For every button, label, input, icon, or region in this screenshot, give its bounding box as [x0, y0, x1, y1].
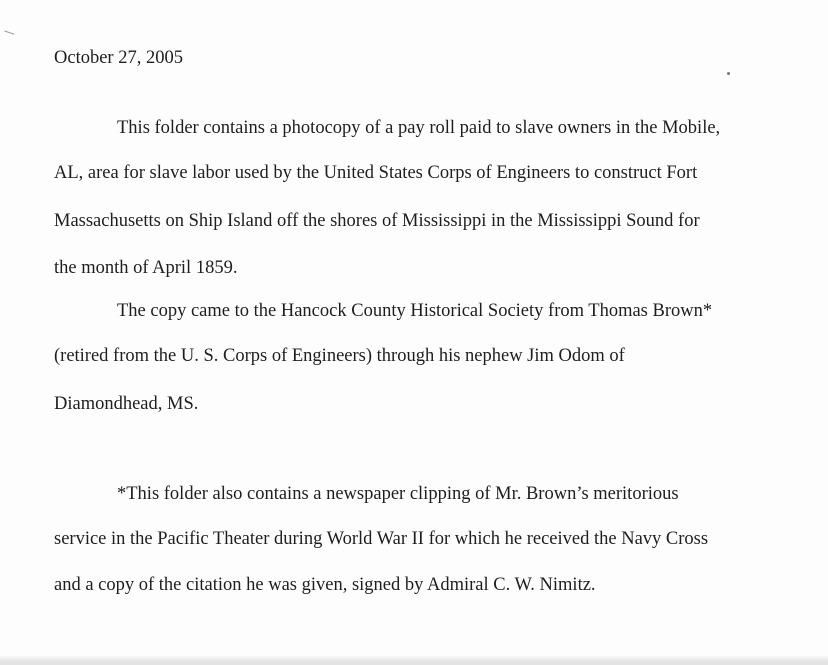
scan-bottom-edge — [0, 655, 828, 665]
document-date: October 27, 2005 — [54, 48, 183, 68]
paragraph-1-line-4: the month of April 1859. — [54, 258, 238, 278]
paragraph-1-line-2: AL, area for slave labor used by the United States Corps of Engineers to construct Fort — [54, 163, 698, 183]
paragraph-1-line-3: Massachusetts on Ship Island off the shores of Mississippi in the Mississippi Sound for — [54, 211, 700, 231]
paragraph-2-line-2: (retired from the U. S. Corps of Engineers) through his nephew Jim Odom of — [54, 346, 625, 366]
scan-speck — [727, 72, 730, 75]
paragraph-2-line-1: The copy came to the Hancock County Historical Society from Thomas Brown* — [117, 301, 713, 321]
paragraph-3-line-2: service in the Pacific Theater during World War II for which he received the Navy Cross — [54, 529, 709, 549]
paragraph-2-line-3: Diamondhead, MS. — [54, 394, 199, 414]
paragraph-1-line-1: This folder contains a photocopy of a pay roll paid to slave owners in the Mobile, — [117, 118, 721, 138]
scan-mark — [4, 31, 14, 37]
paragraph-3-line-1: *This folder also contains a newspaper clipping of Mr. Brown’s meritorious — [117, 484, 679, 504]
paragraph-3-line-3: and a copy of the citation he was given, signed by Admiral C. W. Nimitz. — [54, 575, 596, 595]
